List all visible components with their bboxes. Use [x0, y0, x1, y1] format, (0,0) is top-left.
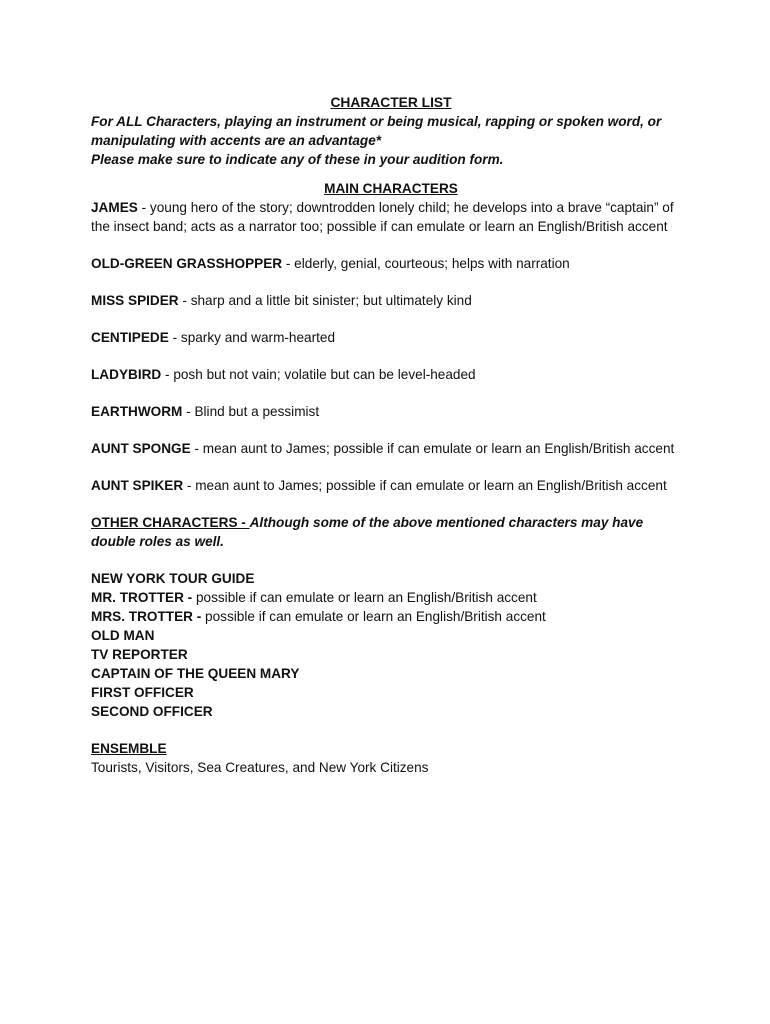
- character-name: TV REPORTER: [91, 647, 188, 662]
- character-name: EARTHWORM: [91, 404, 183, 419]
- list-item: [91, 683, 691, 702]
- character-description: - Blind but a pessimist: [182, 404, 320, 419]
- character-name: JAMES: [91, 200, 138, 215]
- document-body: [91, 93, 691, 777]
- list-item: [91, 607, 691, 626]
- character-description: possible if can emulate or learn an English/British accent: [201, 609, 546, 624]
- other-character-list: [91, 569, 691, 721]
- character-entry: [91, 198, 691, 236]
- character-description: - young hero of the story; downtrodden lonely child; he develops into a brave “captain” of the insect band; acts as a narrator too; possible if can emulate or learn an English/British accent: [91, 200, 674, 234]
- character-description: possible if can emulate or learn an English/British accent: [192, 590, 537, 605]
- character-entry: [91, 254, 691, 273]
- character-name: AUNT SPIKER: [91, 478, 184, 493]
- list-item: [91, 626, 691, 645]
- character-name: FIRST OFFICER: [91, 685, 194, 700]
- character-name: NEW YORK TOUR GUIDE: [91, 571, 255, 586]
- character-name: OLD MAN: [91, 628, 155, 643]
- character-name: CENTIPEDE: [91, 330, 169, 345]
- character-description: - sparky and warm-hearted: [168, 330, 336, 345]
- list-item: [91, 702, 691, 721]
- character-name: AUNT SPONGE: [91, 441, 191, 456]
- character-name: MRS. TROTTER -: [91, 609, 202, 624]
- other-characters-label: OTHER CHARACTERS -: [91, 515, 250, 530]
- page-title: CHARACTER LIST: [330, 95, 452, 110]
- ensemble-description: Tourists, Visitors, Sea Creatures, and New York Citizens: [91, 760, 429, 775]
- audition-form-note: Please make sure to indicate any of these in your audition form.: [91, 152, 504, 167]
- character-name: MR. TROTTER -: [91, 590, 193, 605]
- other-characters-heading: [91, 513, 691, 551]
- character-description: - sharp and a little bit sinister; but ultimately kind: [178, 293, 472, 308]
- list-item: [91, 588, 691, 607]
- character-entry: [91, 439, 691, 458]
- character-name: OLD-GREEN GRASSHOPPER: [91, 256, 283, 271]
- character-name: SECOND OFFICER: [91, 704, 213, 719]
- character-description: - mean aunt to James; possible if can emulate or learn an English/British accent: [190, 441, 675, 456]
- ensemble-heading: ENSEMBLE: [91, 741, 167, 756]
- character-name: LADYBIRD: [91, 367, 162, 382]
- character-description: - elderly, genial, courteous; helps with narration: [282, 256, 570, 271]
- character-entry: [91, 291, 691, 310]
- character-description: - mean aunt to James; possible if can emulate or learn an English/British accent: [183, 478, 667, 493]
- list-item: [91, 645, 691, 664]
- character-entry: [91, 476, 691, 495]
- character-entry: [91, 402, 691, 421]
- main-characters-heading: MAIN CHARACTERS: [324, 181, 458, 196]
- advantage-note: For ALL Characters, playing an instrument or being musical, rapping or spoken word, or manipulating with accents are an advantage*: [91, 114, 662, 148]
- character-entry: [91, 328, 691, 347]
- main-character-list: [91, 198, 691, 495]
- character-description: - posh but not vain; volatile but can be level-headed: [161, 367, 476, 382]
- list-item: [91, 664, 691, 683]
- list-item: [91, 569, 691, 588]
- other-characters-note: Although some of the above mentioned characters may have double roles as well.: [91, 515, 644, 549]
- character-name: MISS SPIDER: [91, 293, 179, 308]
- character-name: CAPTAIN OF THE QUEEN MARY: [91, 666, 300, 681]
- character-entry: [91, 365, 691, 384]
